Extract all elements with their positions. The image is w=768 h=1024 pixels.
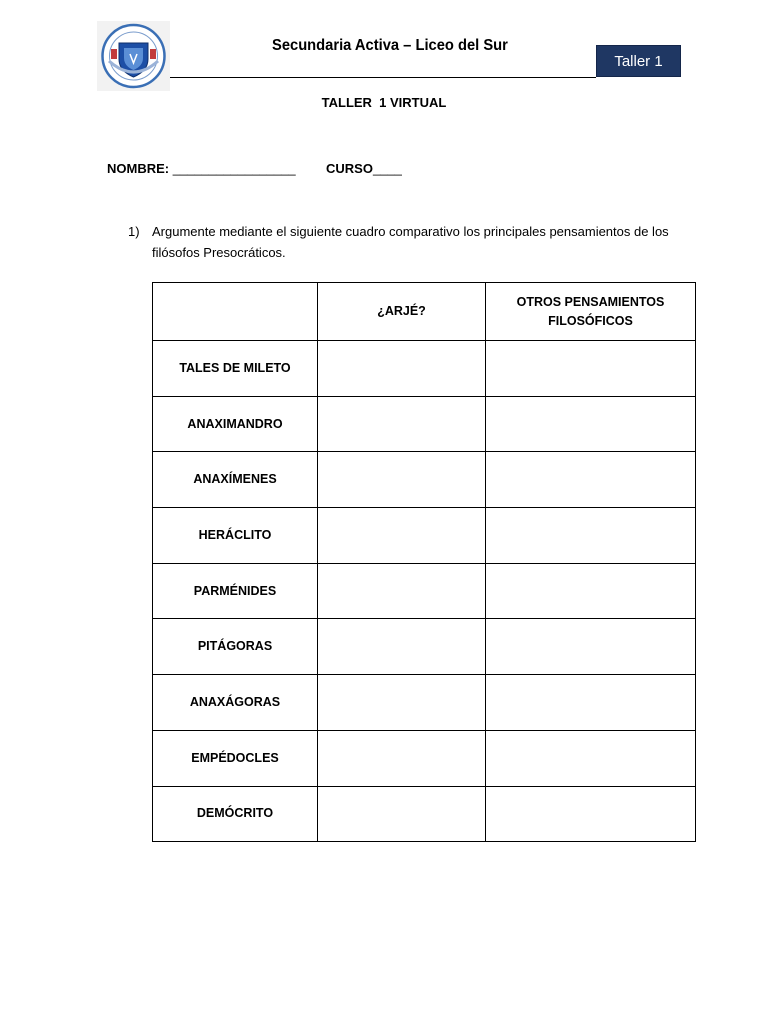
otros-cell[interactable] xyxy=(486,396,696,452)
otros-cell[interactable] xyxy=(486,452,696,508)
philosopher-name: ANAXÁGORAS xyxy=(153,675,318,731)
otros-cell[interactable] xyxy=(486,563,696,619)
table-row xyxy=(153,508,696,564)
table-row xyxy=(153,341,696,397)
arje-cell[interactable] xyxy=(318,675,486,731)
arje-cell[interactable] xyxy=(318,452,486,508)
table-row xyxy=(153,619,696,675)
otros-cell[interactable] xyxy=(486,619,696,675)
philosopher-name: PITÁGORAS xyxy=(153,619,318,675)
otros-cell[interactable] xyxy=(486,675,696,731)
arje-cell[interactable] xyxy=(318,508,486,564)
school-seal-logo xyxy=(97,21,170,91)
taller-badge: Taller 1 xyxy=(596,45,681,77)
philosopher-name: PARMÉNIDES xyxy=(153,563,318,619)
document-title: TALLER 1 VIRTUAL xyxy=(321,95,447,110)
philosopher-name: TALES DE MILETO xyxy=(153,341,318,397)
question-1 xyxy=(128,221,688,263)
table-row xyxy=(153,396,696,452)
arje-cell[interactable] xyxy=(318,396,486,452)
arje-cell[interactable] xyxy=(318,563,486,619)
table-row xyxy=(153,730,696,786)
otros-cell[interactable] xyxy=(486,508,696,564)
question-number: 1) xyxy=(128,224,140,239)
curso-label: CURSO xyxy=(326,161,373,176)
comparison-table xyxy=(152,282,696,842)
header-cell-arje: ¿ARJÉ? xyxy=(318,283,486,341)
arje-cell[interactable] xyxy=(318,619,486,675)
philosopher-name: EMPÉDOCLES xyxy=(153,730,318,786)
question-text: Argumente mediante el siguiente cuadro comparativo los principales pensamientos de los filósofos Presocráticos. xyxy=(152,224,669,260)
table-row xyxy=(153,563,696,619)
header-divider xyxy=(170,77,596,78)
header-cell-otros: OTROS PENSAMIENTOS FILOSÓFICOS xyxy=(486,283,696,341)
curso-field[interactable] xyxy=(326,161,402,176)
arje-cell[interactable] xyxy=(318,341,486,397)
otros-cell[interactable] xyxy=(486,786,696,842)
seal-icon xyxy=(97,21,170,91)
philosopher-name: DEMÓCRITO xyxy=(153,786,318,842)
table-row xyxy=(153,452,696,508)
arje-cell[interactable] xyxy=(318,730,486,786)
arje-cell[interactable] xyxy=(318,786,486,842)
otros-cell[interactable] xyxy=(486,341,696,397)
philosopher-name: ANAXÍMENES xyxy=(153,452,318,508)
nombre-field[interactable] xyxy=(107,161,296,176)
school-name: Secundaria Activa – Liceo del Sur xyxy=(272,37,508,54)
header-cell-empty xyxy=(153,283,318,341)
table-row xyxy=(153,786,696,842)
table-header-row xyxy=(153,283,696,341)
otros-cell[interactable] xyxy=(486,730,696,786)
table-row xyxy=(153,675,696,731)
nombre-blank[interactable]: _________________ xyxy=(172,161,296,176)
curso-blank[interactable]: ____ xyxy=(372,161,402,176)
philosopher-name: ANAXIMANDRO xyxy=(153,396,318,452)
philosopher-name: HERÁCLITO xyxy=(153,508,318,564)
nombre-label: NOMBRE: xyxy=(107,161,173,176)
